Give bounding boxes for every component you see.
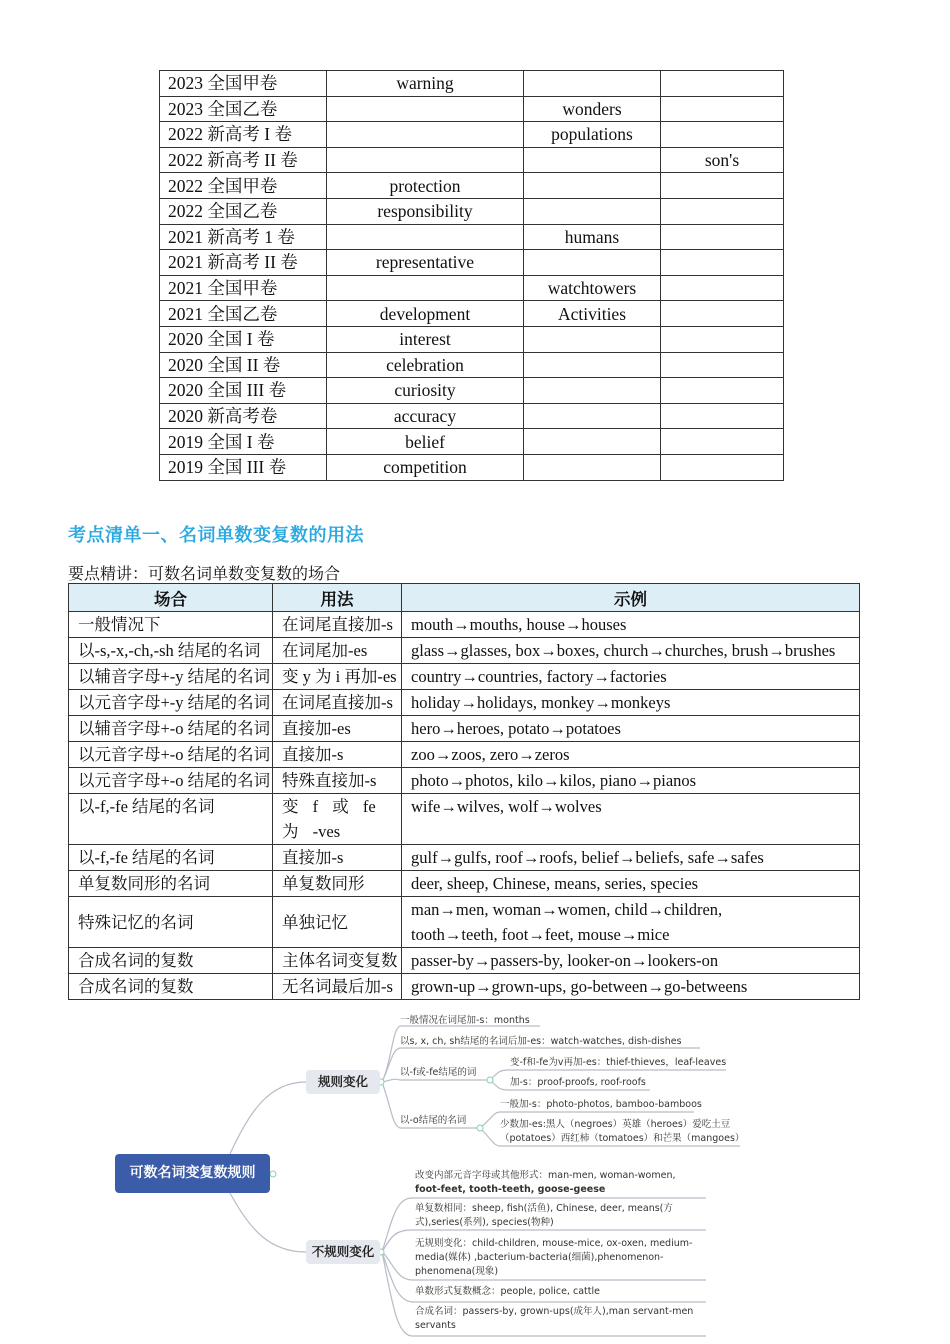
root-node-dot (270, 1171, 276, 1177)
word-cell: watchtowers (524, 275, 661, 301)
table-row (160, 224, 784, 250)
usage-cell: 变 f 或 fe 为 -ves (273, 794, 402, 845)
word-cell: responsibility (327, 198, 524, 224)
word-cell (661, 224, 784, 250)
exam-name-cell: 2020 全国 III 卷 (160, 378, 327, 404)
word-cell (327, 122, 524, 148)
irregular-rule-4: 单数形式复数概念：people, police, cattle (415, 1286, 600, 1297)
table-row (69, 768, 860, 794)
word-cell (524, 352, 661, 378)
word-cell (524, 378, 661, 404)
word-cell (661, 71, 784, 97)
exam-name-cell: 2020 新高考卷 (160, 403, 327, 429)
table-row (69, 897, 860, 948)
word-cell (661, 454, 784, 480)
exam-name-cell: 2022 新高考 I 卷 (160, 122, 327, 148)
table-row (160, 429, 784, 455)
word-cell: belief (327, 429, 524, 455)
table-row (69, 871, 860, 897)
table-row (69, 638, 860, 664)
exam-name-cell: 2023 全国乙卷 (160, 96, 327, 122)
branch-irregular: 不规则变化 (306, 1240, 380, 1264)
situation-cell: 一般情况下 (69, 612, 273, 638)
word-cell (524, 71, 661, 97)
word-cell: humans (524, 224, 661, 250)
word-cell (661, 275, 784, 301)
word-cell: curiosity (327, 378, 524, 404)
table-row (160, 250, 784, 276)
example-cell: glass→glasses, box→boxes, church→churches, brush→brushes (402, 638, 860, 664)
plural-rules-table (68, 583, 860, 1000)
usage-cell: 直接加-es (273, 716, 402, 742)
situation-cell: 以辅音字母+-y 结尾的名词 (69, 664, 273, 690)
table-row (69, 690, 860, 716)
exam-name-cell: 2020 全国 I 卷 (160, 326, 327, 352)
word-cell (661, 326, 784, 352)
usage-cell: 在词尾直接加-s (273, 612, 402, 638)
word-cell: Activities (524, 301, 661, 327)
example-cell: country→countries, factory→factories (402, 664, 860, 690)
table-row (160, 173, 784, 199)
table-row (160, 403, 784, 429)
usage-cell: 变 y 为 i 再加-es (273, 664, 402, 690)
regular-rule-4a: 一般加-s：photo-photos, bamboo-bamboos (500, 1099, 702, 1110)
table-row (160, 96, 784, 122)
connector-root-regular (230, 1082, 306, 1154)
regular-rule-4b-line1: 少数加-es:黑人（negroes）英雄（heroes）爱吃土豆 (500, 1119, 731, 1130)
word-cell (524, 250, 661, 276)
table-row (69, 974, 860, 1000)
table-row (69, 742, 860, 768)
exam-name-cell: 2022 全国乙卷 (160, 198, 327, 224)
irregular-rule-5-line1: 合成名词：passers-by, grown-ups(成年人),man servant-men (415, 1306, 694, 1317)
word-cell (524, 198, 661, 224)
exam-name-cell: 2021 新高考 II 卷 (160, 250, 327, 276)
branch-regular: 规则变化 (306, 1070, 380, 1094)
word-cell (661, 352, 784, 378)
usage-cell: 在词尾直接加-s (273, 690, 402, 716)
section-heading: 考点清单一、名词单数变复数的用法 (68, 525, 364, 546)
table-row (69, 612, 860, 638)
word-cell (524, 147, 661, 173)
table-row (69, 664, 860, 690)
example-cell: grown-up→grown-ups, go-between→go-betweens (402, 974, 860, 1000)
word-cell (661, 122, 784, 148)
word-cell: accuracy (327, 403, 524, 429)
usage-cell: 直接加-s (273, 742, 402, 768)
plural-rules-mindmap (0, 1000, 950, 1344)
usage-cell: 无名词最后加-s (273, 974, 402, 1000)
table-row (160, 198, 784, 224)
usage-cell: 在词尾加-es (273, 638, 402, 664)
example-cell: man→men, woman→women, child→children, tooth→teeth, foot→feet, mouse→mice (402, 897, 860, 948)
situation-cell: 以元音字母+-o 结尾的名词 (69, 742, 273, 768)
word-cell (524, 326, 661, 352)
table-row (160, 301, 784, 327)
usage-cell: 单独记忆 (273, 897, 402, 948)
word-cell: development (327, 301, 524, 327)
situation-cell: 单复数同形的名词 (69, 871, 273, 897)
exam-name-cell: 2021 新高考 1 卷 (160, 224, 327, 250)
irregular-rule-1-line2: foot-feet, tooth-teeth, goose-geese (415, 1184, 606, 1195)
f-node-dot (487, 1077, 493, 1083)
word-cell (661, 378, 784, 404)
irregular-rule-3-line2: media(媒体) ,bacterium-bacteria(细菌),phenomenon- (415, 1252, 664, 1263)
example-cell: deer, sheep, Chinese, means, series, species (402, 871, 860, 897)
exam-name-cell: 2022 全国甲卷 (160, 173, 327, 199)
word-cell (661, 403, 784, 429)
regular-rule-2: 以s, x, ch, sh结尾的名词后加-es：watch-watches, dish-dishes (400, 1036, 682, 1047)
word-cell (524, 403, 661, 429)
word-cell (524, 429, 661, 455)
usage-cell: 直接加-s (273, 845, 402, 871)
table-row (69, 845, 860, 871)
exam-name-cell: 2021 全国乙卷 (160, 301, 327, 327)
header-situation: 场合 (69, 584, 273, 612)
exam-name-cell: 2020 全国 II 卷 (160, 352, 327, 378)
example-cell: holiday→holidays, monkey→monkeys (402, 690, 860, 716)
example-cell: wife→wilves, wolf→wolves (402, 794, 860, 845)
exam-name-cell: 2019 全国 I 卷 (160, 429, 327, 455)
word-cell (661, 250, 784, 276)
exam-name-cell: 2019 全国 III 卷 (160, 454, 327, 480)
table-row (160, 454, 784, 480)
table-row (69, 794, 860, 845)
usage-cell: 单复数同形 (273, 871, 402, 897)
situation-cell: 以-f,-fe 结尾的名词 (69, 794, 273, 845)
word-cell (661, 198, 784, 224)
word-cell: warning (327, 71, 524, 97)
regular-rule-4b-line2: （potatoes）西红柿（tomatoes）和芒果（mangoes） (500, 1133, 745, 1144)
word-cell (661, 301, 784, 327)
regular-rule-3: 以-f或-fe结尾的词 (400, 1067, 477, 1078)
situation-cell: 合成名词的复数 (69, 974, 273, 1000)
example-cell: zoo→zoos, zero→zeros (402, 742, 860, 768)
regular-rule-4: 以-o结尾的名词 (400, 1115, 467, 1126)
word-cell: populations (524, 122, 661, 148)
example-cell: hero→heroes, potato→potatoes (402, 716, 860, 742)
irregular-rule-1-line1: 改变内部元音字母或其他形式：man-men, woman-women, (415, 1170, 676, 1181)
word-cell (661, 429, 784, 455)
situation-cell: 以元音字母+-o 结尾的名词 (69, 768, 273, 794)
table-row (160, 275, 784, 301)
word-cell (327, 224, 524, 250)
irregular-rule-3-line1: 无规则变化：child-children, mouse-mice, ox-oxen, medium- (415, 1238, 693, 1249)
connector-regular-3 (382, 1079, 490, 1082)
word-cell: protection (327, 173, 524, 199)
situation-cell: 以-f,-fe 结尾的名词 (69, 845, 273, 871)
word-cell (661, 173, 784, 199)
regular-rule-3a: 变-f和-fe为v再加-es：thief-thieves，leaf-leaves (510, 1057, 727, 1068)
example-cell: mouth→mouths, house→houses (402, 612, 860, 638)
irregular-rule-5-line2: servants (415, 1320, 456, 1331)
table-row (160, 326, 784, 352)
word-cell: wonders (524, 96, 661, 122)
exam-name-cell: 2021 全国甲卷 (160, 275, 327, 301)
exam-words-table (159, 70, 784, 481)
o-node-dot (477, 1125, 483, 1131)
table-row (160, 378, 784, 404)
table-row (160, 122, 784, 148)
table-row (160, 352, 784, 378)
example-cell: passer-by→passers-by, looker-on→lookers-on (402, 948, 860, 974)
table-row (69, 948, 860, 974)
usage-cell: 主体名词变复数 (273, 948, 402, 974)
situation-cell: 特殊记忆的名词 (69, 897, 273, 948)
situation-cell: 以辅音字母+-o 结尾的名词 (69, 716, 273, 742)
word-cell (524, 173, 661, 199)
exam-name-cell: 2022 新高考 II 卷 (160, 147, 327, 173)
section-subheading: 要点精讲：可数名词单数变复数的场合 (68, 566, 341, 583)
header-examples: 示例 (402, 584, 860, 612)
table-row (160, 147, 784, 173)
example-cell: photo→photos, kilo→kilos, piano→pianos (402, 768, 860, 794)
word-cell (661, 96, 784, 122)
word-cell (327, 147, 524, 173)
exam-name-cell: 2023 全国甲卷 (160, 71, 327, 97)
irregular-rule-3-line3: phenomena(现象) (415, 1266, 499, 1277)
word-cell: representative (327, 250, 524, 276)
word-cell: competition (327, 454, 524, 480)
situation-cell: 合成名词的复数 (69, 948, 273, 974)
word-cell: celebration (327, 352, 524, 378)
irregular-rule-2-line2: 式),series(系列), species(物种) (415, 1217, 554, 1228)
connector-root-irregular (230, 1193, 306, 1252)
regular-rule-1: 一般情况在词尾加-s：months (400, 1015, 530, 1026)
word-cell: interest (327, 326, 524, 352)
header-usage: 用法 (273, 584, 402, 612)
regular-rule-3b: 加-s：proof-proofs, roof-roofs (510, 1077, 646, 1088)
irregular-rule-2-line1: 单复数相同：sheep, fish(活鱼), Chinese, deer, means(方 (415, 1203, 673, 1214)
table-row (160, 71, 784, 97)
word-cell (327, 275, 524, 301)
word-cell: son's (661, 147, 784, 173)
usage-cell: 特殊直接加-s (273, 768, 402, 794)
word-cell (524, 454, 661, 480)
table-row (69, 716, 860, 742)
word-cell (327, 96, 524, 122)
situation-cell: 以元音字母+-y 结尾的名词 (69, 690, 273, 716)
mindmap-root: 可数名词变复数规则 (115, 1154, 270, 1193)
example-cell: gulf→gulfs, roof→roofs, belief→beliefs, safe→safes (402, 845, 860, 871)
situation-cell: 以-s,-x,-ch,-sh 结尾的名词 (69, 638, 273, 664)
